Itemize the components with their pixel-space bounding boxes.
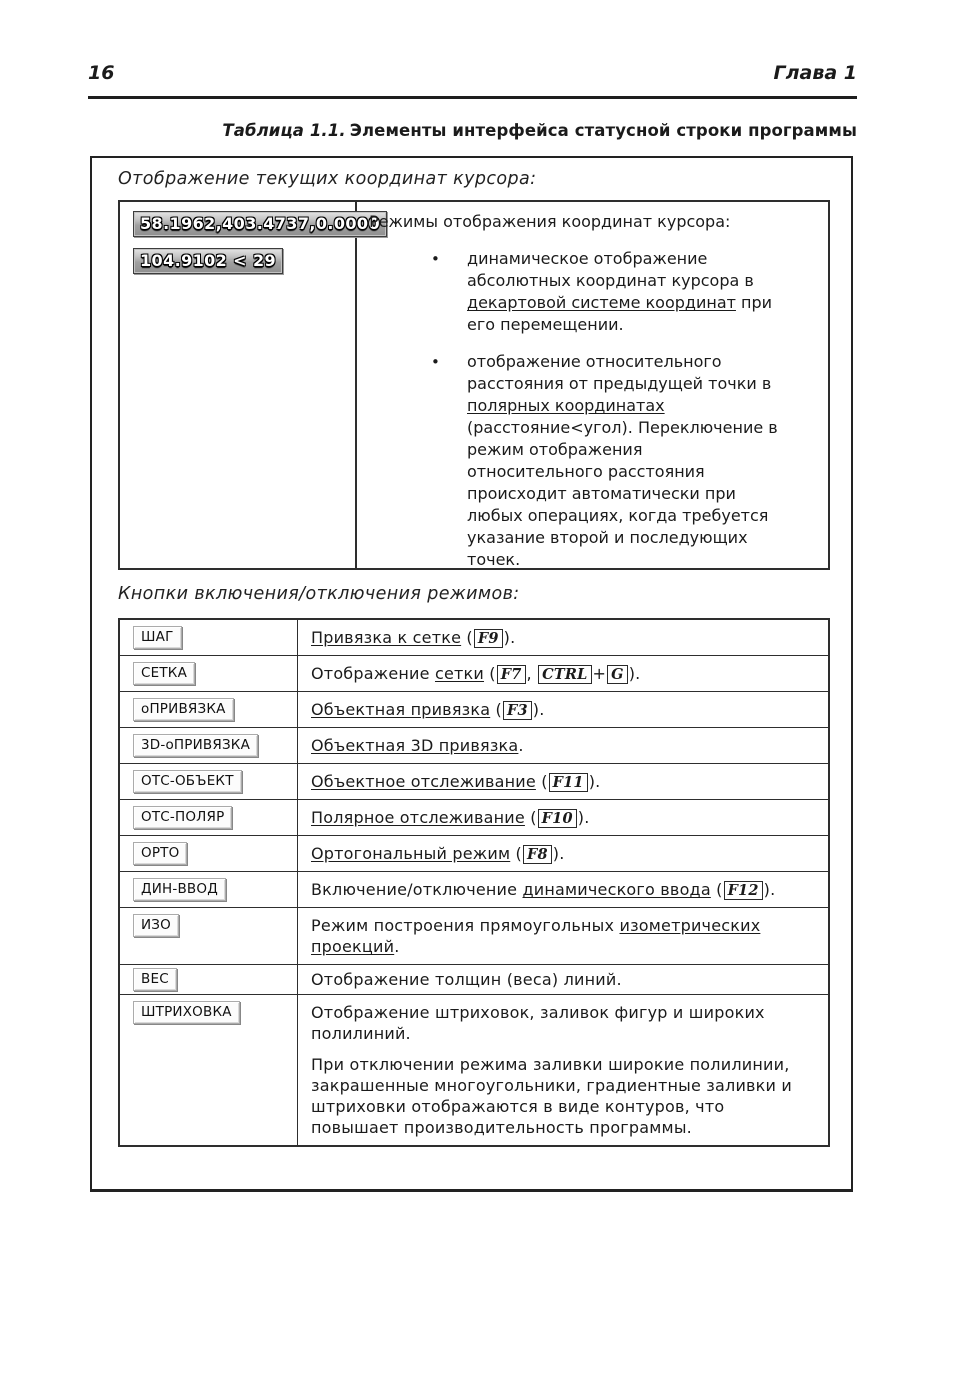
keycap-f11: F11 bbox=[549, 773, 588, 792]
coords-section-heading: Отображение текущих координат курсора: bbox=[118, 169, 537, 189]
mode-button-cell bbox=[120, 836, 298, 871]
keycap-g: G bbox=[607, 665, 628, 684]
mode-button-cell bbox=[120, 692, 298, 727]
mode-button-cell bbox=[120, 800, 298, 835]
text-segment: Отображение толщин (веса) линий. bbox=[311, 970, 622, 989]
mode-desc-cell bbox=[298, 764, 828, 799]
mode-desc-cell bbox=[298, 800, 828, 835]
text-segment: ( bbox=[535, 772, 548, 791]
mode-desc-paragraph bbox=[311, 735, 793, 756]
text-segment: ( bbox=[490, 700, 502, 719]
text-segment: ). bbox=[532, 700, 545, 719]
caption-title: Элементы интерфейса статусной строки программы bbox=[349, 121, 857, 140]
text-segment: при его перемещении. bbox=[467, 293, 773, 334]
mode-desc-paragraph bbox=[311, 1002, 793, 1044]
keycap-ctrl: CTRL bbox=[538, 665, 591, 684]
text-segment: ). bbox=[577, 808, 590, 827]
chapter-title: Глава 1 bbox=[773, 62, 857, 84]
coords-display-cell bbox=[120, 202, 380, 568]
bullet-item bbox=[369, 248, 816, 336]
page-number: 16 bbox=[88, 62, 115, 84]
mode-desc-cell bbox=[298, 908, 828, 964]
link-text[interactable]: Привязка к сетке bbox=[311, 628, 462, 647]
mode-desc-cell bbox=[298, 872, 828, 907]
mode-desc-paragraph bbox=[311, 771, 793, 792]
text-segment: При отключении режима заливки широкие полилинии, закрашенные многоугольники, градиентные заливки и штриховки отображаются в виде контуров, что повышает производительность программы. bbox=[311, 1055, 793, 1137]
mode-table-row bbox=[120, 907, 828, 964]
text-segment: Отображение bbox=[311, 664, 435, 683]
link-text[interactable]: динамического ввода bbox=[522, 880, 711, 899]
mode-desc-cell bbox=[298, 995, 828, 1145]
mode-table-row bbox=[120, 763, 828, 799]
mode-table-row bbox=[120, 994, 828, 1145]
link-text[interactable]: Объектная привязка bbox=[311, 700, 491, 719]
mode-button-cell bbox=[120, 995, 298, 1145]
keycap-f3: F3 bbox=[503, 701, 532, 720]
mode-table-row bbox=[120, 691, 828, 727]
mode-desc-cell bbox=[298, 620, 828, 655]
text-segment: ). bbox=[552, 844, 565, 863]
keycap-f7: F7 bbox=[497, 665, 526, 684]
mode-table-row bbox=[120, 620, 828, 655]
modes-table bbox=[118, 618, 830, 1147]
caption-number: Таблица 1.1. bbox=[222, 121, 346, 140]
link-text[interactable]: декартовой системе координат bbox=[467, 293, 736, 312]
text-segment: Режим построения прямоугольных bbox=[311, 916, 620, 935]
coords-modes-title: Режимы отображения координат курсора: bbox=[369, 212, 731, 231]
content-frame bbox=[90, 156, 853, 1192]
mode-table-row bbox=[120, 655, 828, 691]
mode-button: ШАГ bbox=[133, 626, 182, 649]
mode-desc-paragraph bbox=[311, 627, 793, 648]
mode-desc-cell bbox=[298, 965, 828, 994]
mode-table-row bbox=[120, 871, 828, 907]
link-text[interactable]: Ортогональный режим bbox=[311, 844, 511, 863]
coords-modes-cell bbox=[357, 202, 828, 568]
mode-desc-paragraph bbox=[311, 843, 793, 864]
keycap-f8: F8 bbox=[523, 845, 552, 864]
link-text[interactable]: сетки bbox=[434, 664, 485, 683]
text-segment: Включение/отключение bbox=[311, 880, 523, 899]
mode-desc-paragraph bbox=[311, 699, 793, 720]
mode-table-row bbox=[120, 964, 828, 994]
link-text[interactable]: Объектная 3D привязка bbox=[311, 736, 519, 755]
mode-button-cell bbox=[120, 656, 298, 691]
mode-button-cell bbox=[120, 965, 298, 994]
mode-desc-paragraph bbox=[311, 969, 793, 990]
text-segment: Отображение штриховок, заливок фигур и широких полилиний. bbox=[311, 1003, 765, 1043]
link-text[interactable]: изометрических проекций bbox=[311, 916, 761, 956]
link-text[interactable]: Объектное отслеживание bbox=[311, 772, 536, 791]
mode-desc-paragraph bbox=[311, 807, 793, 828]
text-segment: (расстояние<угол). Переключение в режим отображения относительного расстояния происходит автоматически при любых операциях, когда требуется указание второй и последующих точек. bbox=[467, 418, 778, 569]
mode-button-cell bbox=[120, 764, 298, 799]
text-segment: ). bbox=[503, 628, 516, 647]
link-text[interactable]: Полярное отслеживание bbox=[311, 808, 525, 827]
mode-desc-paragraph bbox=[311, 1054, 793, 1138]
keycap-f9: F9 bbox=[474, 629, 503, 648]
text-segment: отображение относительного расстояния от предыдущей точки в bbox=[467, 352, 772, 393]
mode-button: ИЗО bbox=[133, 914, 179, 937]
mode-table-row bbox=[120, 799, 828, 835]
bullet-icon: • bbox=[431, 250, 440, 268]
text-segment: + bbox=[592, 664, 607, 683]
text-segment: . bbox=[518, 736, 524, 755]
mode-button-cell bbox=[120, 620, 298, 655]
bullet-text bbox=[467, 248, 779, 336]
bullet-item bbox=[369, 351, 816, 571]
coord-display-polar: 104.9102 < 29 bbox=[133, 248, 283, 274]
text-segment: ( bbox=[524, 808, 537, 827]
mode-button-cell bbox=[120, 728, 298, 763]
mode-button-cell bbox=[120, 872, 298, 907]
mode-table-row bbox=[120, 835, 828, 871]
mode-desc-cell bbox=[298, 836, 828, 871]
mode-button: ДИН-ВВОД bbox=[133, 878, 226, 901]
keycap-f12: F12 bbox=[724, 881, 763, 900]
keycap-f10: F10 bbox=[538, 809, 577, 828]
link-text[interactable]: полярных координатах bbox=[467, 396, 665, 415]
text-segment: ( bbox=[461, 628, 473, 647]
text-segment: динамическое отображение абсолютных координат курсора в bbox=[467, 249, 754, 290]
bullet-icon: • bbox=[431, 353, 440, 371]
mode-desc-cell bbox=[298, 728, 828, 763]
text-segment: ( bbox=[510, 844, 522, 863]
mode-button: ОРТО bbox=[133, 842, 187, 865]
mode-desc-paragraph bbox=[311, 879, 793, 900]
mode-button: оПРИВЯЗКА bbox=[133, 698, 234, 721]
mode-button: ОТС-ПОЛЯР bbox=[133, 806, 232, 829]
mode-button: ШТРИХОВКА bbox=[133, 1001, 240, 1024]
mode-desc-paragraph bbox=[311, 663, 793, 684]
text-segment: ( bbox=[710, 880, 723, 899]
modes-section-heading: Кнопки включения/отключения режимов: bbox=[118, 584, 520, 604]
mode-desc-cell bbox=[298, 656, 828, 691]
text-segment: ). bbox=[763, 880, 776, 899]
coords-table bbox=[118, 200, 830, 570]
mode-table-row bbox=[120, 727, 828, 763]
text-segment: ). bbox=[628, 664, 641, 683]
text-segment: ). bbox=[588, 772, 601, 791]
table-caption bbox=[200, 121, 857, 140]
mode-desc-paragraph bbox=[311, 915, 793, 957]
text-segment: . bbox=[394, 937, 400, 956]
text-segment: , bbox=[526, 664, 538, 683]
mode-desc-cell bbox=[298, 692, 828, 727]
bullet-text bbox=[467, 351, 779, 571]
coord-display-absolute: 58.1962,403.4737,0.0000 bbox=[133, 211, 387, 237]
mode-button: СЕТКА bbox=[133, 662, 195, 685]
text-segment: ( bbox=[484, 664, 496, 683]
mode-button: ОТС-ОБЪЕКТ bbox=[133, 770, 242, 793]
page-header bbox=[88, 62, 857, 99]
mode-button-cell bbox=[120, 908, 298, 964]
mode-button: 3D-оПРИВЯЗКА bbox=[133, 734, 258, 757]
mode-button: ВЕС bbox=[133, 968, 177, 991]
